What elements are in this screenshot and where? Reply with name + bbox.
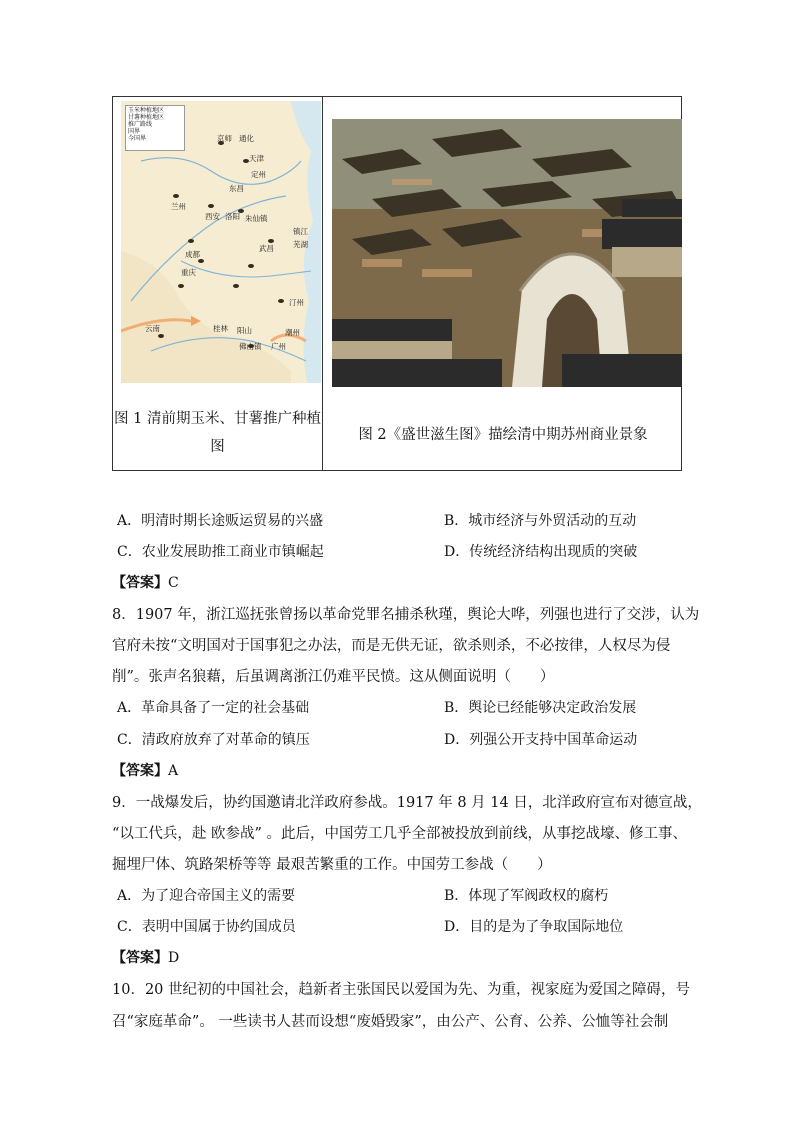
city-label: 汀州 xyxy=(289,298,304,307)
q9-option-d: D．目的是为了争取国际地位 xyxy=(444,919,624,935)
city-label: 桂林 xyxy=(213,324,228,333)
city-label: 通化 xyxy=(239,134,254,143)
q7-option-b: B．城市经济与外贸活动的互动 xyxy=(444,513,637,529)
q8-answer xyxy=(112,760,178,780)
city-label: 云南 xyxy=(145,324,160,333)
q8-text-line: 官府未按“文明国对于国事犯之办法，而是无供无证，欲杀则杀，不必按律，人权尽为侵 xyxy=(112,638,671,654)
legend-item: 今国界 xyxy=(128,135,147,142)
city-label: 重庆 xyxy=(181,268,196,277)
answer-label: 【答案】 xyxy=(112,950,168,966)
table-divider xyxy=(322,97,323,470)
map-legend xyxy=(125,105,185,151)
city-label: 潮州 xyxy=(285,328,300,337)
q9-text-line: 9．一战爆发后，协约国邀请北洋政府参战。1917 年 8 月 14 日，北洋政府宣布对德宣战， xyxy=(112,795,702,811)
city-label: 定州 xyxy=(251,170,266,179)
city-label: 武昌 xyxy=(259,244,274,253)
q9-answer xyxy=(112,947,179,967)
city-label: 镇江 xyxy=(293,227,308,236)
q7-answer xyxy=(112,572,179,592)
q9-option-b: B．体现了军阀政权的腐朽 xyxy=(444,888,609,904)
figure-1-caption: 图 1 清前期玉米、甘薯推广种植图 xyxy=(114,411,321,455)
city-label: 朱仙镇 xyxy=(245,214,268,223)
city-label: 佛山镇 xyxy=(239,342,262,351)
answer-value: A xyxy=(168,763,179,779)
city-label: 广州 xyxy=(271,342,286,351)
legend-item: 推广路线 xyxy=(128,121,153,128)
q8-option-d: D．列强公开支持中国革命运动 xyxy=(444,732,638,748)
city-label: 兰州 xyxy=(171,202,186,211)
painting-image xyxy=(332,119,682,387)
answer-value: C xyxy=(168,575,179,591)
q9-option-a: A．为了迎合帝国主义的需要 xyxy=(117,888,296,904)
q7-option-d: D．传统经济结构出现质的突破 xyxy=(444,544,638,560)
city-label: 芜湖 xyxy=(293,240,308,249)
q9-text-line: “以工代兵，赴 欧参战” 。此后，中国劳工几乎全部被投放到前线，从事挖战壕、修工事、 xyxy=(112,826,688,842)
q7-option-c: C．农业发展助推工商业市镇崛起 xyxy=(117,544,324,560)
figure-table xyxy=(112,96,682,471)
q8-text-line: 8．1907 年，浙江巡抚张曾扬以革命党罪名捕杀秋瑾，舆论大哗，列强也进行了交涉，认为 xyxy=(112,607,700,623)
q9-option-c: C．表明中国属于协约国成员 xyxy=(117,919,296,935)
q8-option-c: C．清政府放弃了对革命的镇压 xyxy=(117,732,310,748)
legend-item: 国界 xyxy=(128,128,141,135)
q8-option-b: B．舆论已经能够决定政治发展 xyxy=(444,700,637,716)
legend-item: 玉米种植地区 xyxy=(128,107,165,114)
city-label: 阳山 xyxy=(237,326,252,335)
city-label: 东昌 xyxy=(229,184,244,193)
q10-text-line: 10．20 世纪初的中国社会，趋新者主张国民以爱国为先、为重，视家庭为爱国之障碍，号 xyxy=(112,982,691,998)
q10-text-line: 召“家庭革命”。 一些读书人甚而设想“废婚毁家”，由公产、公育、公养、公恤等社会制 xyxy=(112,1014,669,1030)
map-figure xyxy=(121,101,321,383)
answer-label: 【答案】 xyxy=(112,575,168,591)
city-label: 京师 xyxy=(217,134,232,143)
legend-item: 甘薯种植地区 xyxy=(128,114,165,121)
q8-text-line: 削”。张声名狼藉，后虽调离浙江仍难平民愤。这从侧面说明（ ） xyxy=(112,669,555,685)
q9-text-line: 掘埋尸体、筑路架桥等等 最艰苦繁重的工作。中国劳工参战（ ） xyxy=(112,857,552,873)
city-label: 天津 xyxy=(249,154,264,163)
city-label: 洛阳 xyxy=(225,212,240,221)
city-label: 成都 xyxy=(185,250,200,259)
q8-option-a: A．革命具备了一定的社会基础 xyxy=(117,700,310,716)
figure-2-caption: 图 2《盛世滋生图》描绘清中期苏州商业景象 xyxy=(358,427,648,443)
city-label: 西安 xyxy=(205,212,220,221)
painting-figure xyxy=(332,119,682,387)
answer-value: D xyxy=(168,950,180,966)
answer-label: 【答案】 xyxy=(112,763,168,779)
q7-option-a: A．明清时期长途贩运贸易的兴盛 xyxy=(117,513,324,529)
